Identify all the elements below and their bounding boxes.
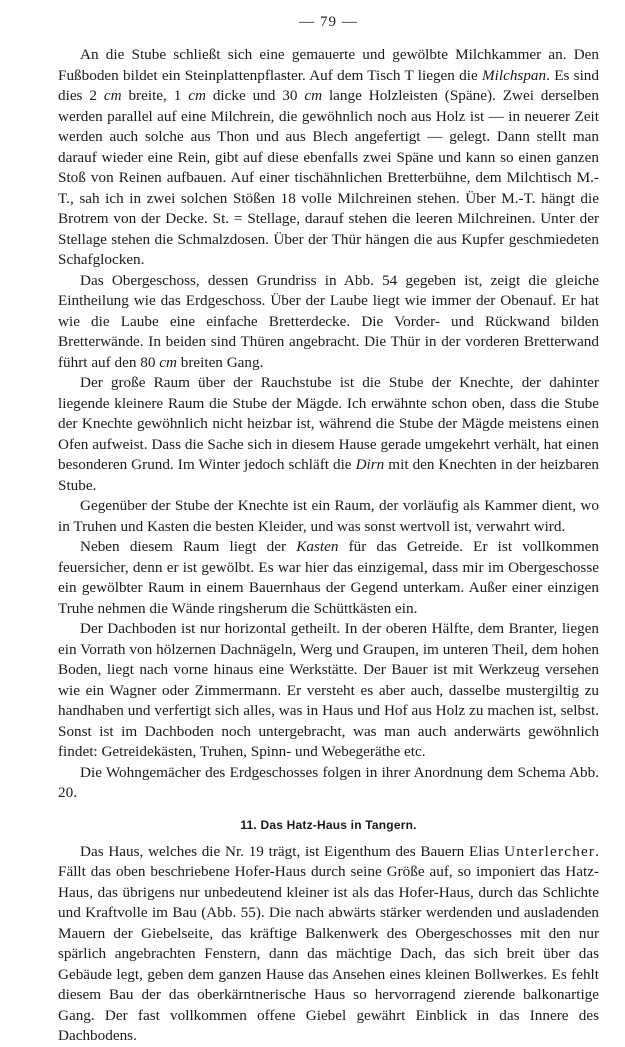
italic-term: cm — [103, 87, 122, 104]
paragraph — [58, 537, 599, 619]
text-run: Die Wohngemächer des Erdgeschosses folgen in ihrer Anordnung dem Schema Abb. 20. — [58, 763, 599, 801]
paragraph — [58, 373, 599, 496]
spaced-name: Unterlercher — [504, 842, 596, 860]
italic-term: Milchspan — [482, 66, 547, 84]
italic-term: cm — [304, 87, 323, 104]
italic-term: cm — [188, 87, 206, 104]
italic-term: cm — [159, 353, 177, 371]
paragraph — [58, 842, 599, 1047]
text-run: Der Dachboden ist nur horizontal getheilt. In der oberen Hälfte, dem Branter, liegen ein Vorrath von hölzernen Dachnägeln, Werg und Graupen, im unteren Theil, dem hohen Boden, liegt nach vorne hinaus eine Werkstätte. Der Bauer ist mit Werkzeug versehen wie ein Wagner oder Zimmermann. Er versteht es aber auch, dasselbe mustergiltig zu handhaben und verfertigt sich alles, was in Haus und Hof aus Holz zu machen ist, selbst. Sonst ist im Dachboden noch untergebracht, was man auch anderwärts gewöhnlich findet: Getreidekästen, Truhen, Spinn- und Webegeräthe etc. — [58, 620, 599, 760]
paragraph — [58, 271, 599, 374]
italic-term: Kasten — [296, 538, 339, 555]
text-run: lange Holzleisten (Späne). Zwei derselben werden parallel auf eine Milchrein, die gewöhnlich noch aus Holz ist — in neuerer Zeit werden auch solche aus Thon und aus Blech angefertigt — gelegt. Dann stellt man darauf wieder eine Rein, gibt auf diese ebenfalls zwei Späne und kann so einen ganzen Stoß von Reinen aufbauen. Auf einer tischähnlichen Bretterbühne, dem Milchtisch M.-T., sah ich in zwei solchen Stößen 18 volle Milchreinen stehen. Über M.-T. hängt die Brotrem von der Decke. St. = Stellage, darauf stehen die leeren Milchreinen. Unter der Stellage stehen die Schmalzdosen. Über der Thür hängen die aus Kupfer geschmiedeten Schafglocken. — [58, 87, 599, 268]
text-run: Der große Raum über der Rauchstube ist die Stube der Knechte, der dahinter liegende kleinere Raum die Stube der Mägde. Ich erwähnte schon oben, dass die Stube der Knechte gewöhnlich nicht heizbar ist, während die Stube der Mägde meistens einen Ofen aufweist. Dass die Sache sich in diesem Hause gerade umgekehrt verhält, hat einen besonderen Grund. Im Winter jedoch schläft die — [58, 374, 599, 473]
text-run: breiten Gang. — [176, 353, 264, 371]
text-run: Gegenüber der Stube der Knechte ist ein Raum, der vorläufig als Kammer dient, wo in Truhen und Kasten die besten Kleider, und was sonst wertvoll ist, verwahrt wird. — [58, 497, 599, 535]
text-run: An die Stube schließt sich eine gemauerte und gewölbte Milchkammer an. Den Fußboden bildet ein Steinplattenpflaster. Auf dem Tisch T liegen die — [58, 46, 599, 84]
paragraph — [58, 45, 599, 271]
text-run: Das Haus, welches die Nr. 19 trägt, ist Eigenthum des Bauern Elias — [80, 842, 505, 860]
page-number: — 79 — — [299, 14, 358, 30]
paragraph — [58, 619, 599, 763]
italic-term: Dirn — [355, 456, 385, 473]
paragraph — [58, 496, 599, 537]
body-text-top — [58, 45, 599, 804]
text-run: . Es sind dies 2 — [58, 66, 599, 104]
text-run: für das Getreide. Er ist vollkommen feuersicher, denn er ist gewölbt. Es war hier das einzigemal, dass mir im Obergeschosse ein gewölbter Raum in einem Bauernhaus der Gegend unterkam. Außer einer einzigen Truhe nehmen die Wände ringsherum die Schüttkästen ein. — [58, 538, 599, 617]
text-run: . Fällt das oben beschriebene Hofer-Haus durch seine Größe auf, so imponiert das Hatz-Haus, das übrigens nur unbedeutend kleiner ist als das Hofer-Haus, durch das Schlichte und Kraftvolle im Bau (Abb. 55). Die nach abwärts stärker werdenden und ausladenden Mauern der Giebelseite, das kräftige Balkenwerk des Obergeschosses mit den nur spärlich angebrachten Fenstern, dann das mächtige Dach, das sich breit über das Gebäude legt, geben dem ganzen Hause das Ansehen eines kleinen Bollwerkes. Es fehlt diesem Bau der das oberkärntnerische Haus so hervorragend zierende balkonartige Gang. Der fast vollkommen offene Giebel gewährt Einblick in das Innere des Dachbodens. — [58, 842, 599, 1044]
book-page — [58, 14, 599, 1044]
paragraph — [58, 763, 599, 804]
text-run: breite, 1 — [121, 87, 189, 104]
body-text-bottom — [58, 842, 599, 1047]
text-run: Das Obergeschoss, dessen Grundriss in Abb. 54 gegeben ist, zeigt die gleiche Eintheilung wie das Erdgeschoss. Über der Laube liegt wie immer der Obenauf. Er hat wie die Laube eine einfache Bretterdecke. Die Vorder- und Rückwand bilden Bretterwände. In beiden sind Thüren angebracht. Die Thür in der vorderen Bretterwand führt auf den 80 — [58, 271, 599, 371]
text-run: Neben diesem Raum liegt der — [80, 538, 297, 555]
text-run: mit den Knechten in der heizbaren Stube. — [58, 456, 599, 494]
section-heading: 11. Das Hatz-Haus in Tangern. — [240, 817, 417, 832]
text-run: dicke und 30 — [205, 87, 305, 104]
